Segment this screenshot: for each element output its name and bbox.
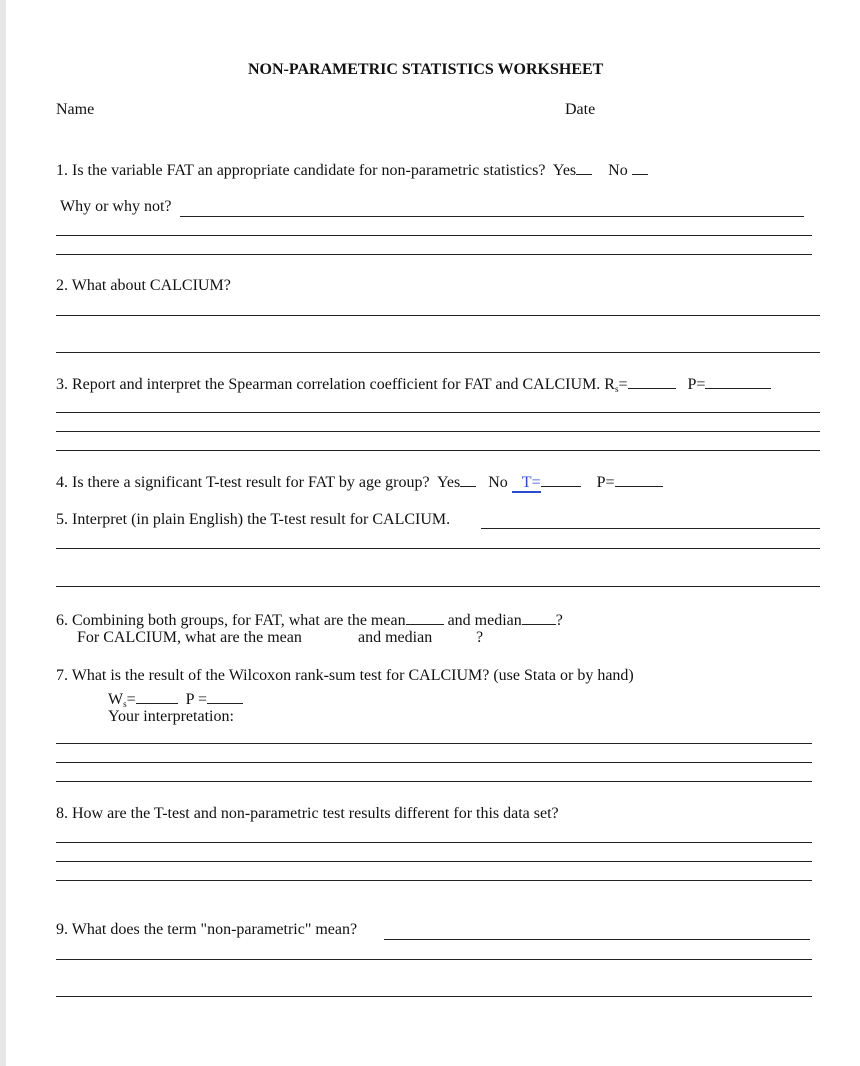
q3-p-blank[interactable] bbox=[705, 374, 771, 389]
q6-fat-mean-blank[interactable] bbox=[406, 610, 444, 625]
q7-ws-row bbox=[108, 689, 243, 708]
q1-no-label: No bbox=[608, 162, 628, 179]
question-9: 9. What does the term "non-parametric" mean? bbox=[56, 921, 358, 938]
q5-answer-line[interactable] bbox=[56, 586, 820, 587]
question-3-text: 3. Report and interpret the Spearman correlation coefficient for FAT and CALCIUM. bbox=[56, 376, 601, 393]
q1-answer-line[interactable] bbox=[56, 235, 812, 236]
q9-answer-line[interactable] bbox=[56, 996, 812, 997]
q7-interpretation-label: Your interpretation: bbox=[108, 708, 234, 725]
q3-answer-line[interactable] bbox=[56, 431, 820, 432]
q3-p-label: P= bbox=[687, 376, 706, 393]
q7-p-label: P = bbox=[185, 691, 207, 708]
q1-answer-line[interactable] bbox=[56, 254, 812, 255]
q5-answer-line[interactable] bbox=[481, 528, 820, 529]
q1-why-answer-line[interactable] bbox=[180, 216, 804, 217]
question-4-text: 4. Is there a significant T-test result for FAT by age group? bbox=[56, 474, 430, 491]
q7-ws-blank[interactable] bbox=[136, 689, 178, 704]
q7-answer-line[interactable] bbox=[56, 743, 812, 744]
q8-answer-line[interactable] bbox=[56, 842, 812, 843]
worksheet-title: NON-PARAMETRIC STATISTICS WORKSHEET bbox=[248, 61, 604, 78]
question-4 bbox=[56, 472, 663, 493]
q4-t-blank[interactable] bbox=[541, 472, 581, 487]
question-6-text: 6. Combining both groups, for FAT, what are the mean bbox=[56, 612, 406, 629]
question-1-text: 1. Is the variable FAT an appropriate candidate for non-parametric statistics? bbox=[56, 162, 546, 179]
question-1 bbox=[56, 160, 648, 179]
question-3 bbox=[56, 374, 771, 393]
q6-calcium-median-label: and median bbox=[358, 629, 433, 646]
q3-rs-blank[interactable] bbox=[628, 374, 676, 389]
date-label: Date bbox=[565, 101, 596, 118]
q4-yes-label: Yes bbox=[436, 474, 461, 491]
q1-yes-blank[interactable] bbox=[576, 160, 592, 175]
q6-calcium-mean-label: For CALCIUM, what are the mean bbox=[77, 629, 302, 646]
q4-no-label: No bbox=[488, 474, 508, 491]
q7-answer-line[interactable] bbox=[56, 762, 812, 763]
q1-why-label: Why or why not? bbox=[60, 198, 172, 215]
q4-yes-blank[interactable] bbox=[460, 472, 476, 487]
question-8: 8. How are the T-test and non-parametric test results different for this data set? bbox=[56, 805, 559, 822]
q7-ws-label: $W_s=$ bbox=[108, 691, 136, 709]
q8-answer-line[interactable] bbox=[56, 880, 812, 881]
name-label: Name bbox=[56, 101, 95, 118]
viewer-left-edge bbox=[0, 0, 6, 1066]
q9-answer-line[interactable] bbox=[384, 939, 810, 940]
q8-answer-line[interactable] bbox=[56, 861, 812, 862]
q6-fat-median-blank[interactable] bbox=[522, 610, 556, 625]
q5-answer-line[interactable] bbox=[56, 548, 820, 549]
q3-answer-line[interactable] bbox=[56, 450, 820, 451]
q6-qmark: ? bbox=[555, 612, 563, 629]
question-5: 5. Interpret (in plain English) the T-test result for CALCIUM. bbox=[56, 511, 451, 528]
q4-p-label: P= bbox=[596, 474, 615, 491]
q2-answer-line[interactable] bbox=[56, 352, 820, 353]
q6-calcium-qmark: ? bbox=[476, 629, 484, 646]
q2-answer-line[interactable] bbox=[56, 315, 820, 316]
q7-answer-line[interactable] bbox=[56, 781, 812, 782]
q4-t-field[interactable]: T= bbox=[512, 475, 541, 493]
question-6-line-1 bbox=[56, 610, 563, 629]
q9-answer-line[interactable] bbox=[56, 959, 812, 960]
question-2: 2. What about CALCIUM? bbox=[56, 277, 231, 294]
q7-p-blank[interactable] bbox=[207, 689, 243, 704]
question-7: 7. What is the result of the Wilcoxon rank-sum test for CALCIUM? (use Stata or by hand) bbox=[56, 667, 634, 684]
q1-no-blank[interactable] bbox=[632, 160, 648, 175]
q4-p-blank[interactable] bbox=[615, 472, 663, 487]
q3-answer-line[interactable] bbox=[56, 412, 820, 413]
q1-yes-label: Yes bbox=[552, 162, 577, 179]
q6-and-median: and median bbox=[447, 612, 522, 629]
q3-rs-label: $R_s=$ bbox=[604, 376, 628, 394]
